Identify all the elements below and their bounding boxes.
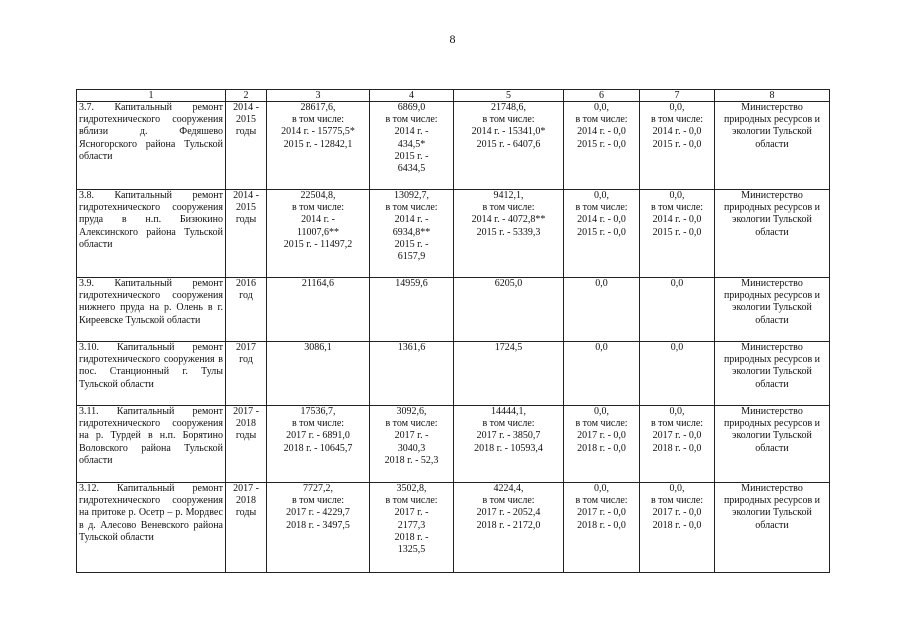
cell-text: в том числе: bbox=[291, 114, 345, 126]
cell-text: 6157,9 bbox=[397, 251, 426, 263]
cell-text: 2018 bbox=[236, 495, 256, 507]
cell-text: области bbox=[755, 378, 789, 390]
cell-total-funding bbox=[267, 406, 370, 483]
cell-text: 3.10. Капитальный ремонт гидротехнического сооружения в пос. Станционный г. Тулы Тульской области bbox=[79, 342, 223, 390]
cell-text: годы bbox=[235, 214, 257, 226]
cell-other-funding bbox=[640, 278, 715, 342]
cell-total-funding bbox=[267, 102, 370, 190]
col-header: 1 bbox=[77, 90, 226, 102]
cell-text: 2015 г. - bbox=[394, 238, 429, 250]
col-header: 4 bbox=[370, 90, 454, 102]
cell-local-funding bbox=[564, 342, 640, 406]
cell-text: 2177,3 bbox=[397, 519, 426, 531]
cell-local-funding bbox=[564, 483, 640, 573]
page-number: 8 bbox=[449, 32, 456, 46]
cell-text: экологии Тульской bbox=[732, 507, 812, 519]
cell-text: 0,0, bbox=[594, 483, 609, 494]
cell-text: 0,0, bbox=[669, 483, 685, 494]
cell-text: 3.7. Капитальный ремонт гидротехнического сооружения вблизи д. Федяшево Ясногорского района Тульской области bbox=[79, 102, 223, 162]
col-header: 2 bbox=[226, 90, 267, 102]
table-row bbox=[77, 278, 830, 342]
cell-text: 2014 г. - 0,0 bbox=[577, 214, 626, 226]
program-table bbox=[76, 89, 830, 573]
cell-total-funding bbox=[267, 342, 370, 406]
cell-other-funding bbox=[640, 483, 715, 573]
cell-text: годы bbox=[235, 126, 257, 138]
cell-text: области bbox=[755, 226, 789, 238]
cell-text: 22504,8, bbox=[300, 190, 336, 201]
cell-federal-funding bbox=[370, 342, 454, 406]
cell-other-funding bbox=[640, 190, 715, 278]
cell-text: год bbox=[239, 290, 253, 302]
cell-local-funding bbox=[564, 102, 640, 190]
cell-text: в том числе: bbox=[385, 418, 438, 430]
cell-text: 2018 г. - 0,0 bbox=[652, 519, 702, 531]
cell-activity-name bbox=[77, 406, 226, 483]
cell-text: 2017 г. - 3850,7 bbox=[476, 430, 541, 442]
cell-executor bbox=[715, 342, 830, 406]
cell-regional-funding bbox=[454, 102, 564, 190]
cell-text: экологии Тульской bbox=[732, 126, 812, 138]
cell-text: природных ресурсов и bbox=[723, 114, 821, 126]
cell-text: 2014 г. - bbox=[394, 126, 429, 138]
cell-text: в том числе: bbox=[575, 202, 628, 214]
cell-federal-funding bbox=[370, 406, 454, 483]
cell-text: в том числе: bbox=[575, 495, 628, 507]
cell-text: области bbox=[755, 519, 789, 531]
cell-text: годы bbox=[235, 430, 257, 442]
cell-period bbox=[226, 342, 267, 406]
cell-text: в том числе: bbox=[575, 114, 628, 126]
cell-text: 0,0, bbox=[594, 102, 609, 113]
cell-text: экологии Тульской bbox=[732, 430, 812, 442]
col-header: 6 bbox=[564, 90, 640, 102]
cell-other-funding bbox=[640, 342, 715, 406]
cell-text: 2015 г. - 6407,6 bbox=[476, 138, 541, 150]
cell-text: 0,0 bbox=[595, 278, 608, 289]
cell-text: Министерство bbox=[741, 102, 803, 113]
cell-total-funding bbox=[267, 483, 370, 573]
cell-federal-funding bbox=[370, 190, 454, 278]
cell-text: в том числе: bbox=[650, 202, 704, 214]
cell-text: 2017 г. - bbox=[394, 507, 429, 519]
cell-text: природных ресурсов и bbox=[723, 202, 821, 214]
cell-executor bbox=[715, 278, 830, 342]
cell-period bbox=[226, 190, 267, 278]
cell-text: 2014 г. - bbox=[301, 214, 335, 226]
cell-text: 21164,6 bbox=[301, 278, 335, 289]
cell-text: 2017 bbox=[236, 342, 256, 353]
cell-federal-funding bbox=[370, 483, 454, 573]
cell-text: 2015 г. - bbox=[394, 150, 429, 162]
cell-local-funding bbox=[564, 278, 640, 342]
cell-text: 3.11. Капитальный ремонт гидротехнического сооружения на р. Турдей в н.п. Борятино Воловского района Тульской области bbox=[79, 406, 223, 466]
cell-executor bbox=[715, 483, 830, 573]
cell-text: 2014 - bbox=[233, 102, 259, 113]
cell-federal-funding bbox=[370, 278, 454, 342]
cell-text: 0,0, bbox=[669, 190, 685, 201]
cell-text: Министерство bbox=[741, 483, 803, 494]
cell-text: 0,0 bbox=[595, 342, 608, 353]
cell-activity-name bbox=[77, 190, 226, 278]
cell-period bbox=[226, 483, 267, 573]
cell-text: 2018 г. - 52,3 bbox=[384, 454, 439, 466]
cell-regional-funding bbox=[454, 278, 564, 342]
cell-total-funding bbox=[267, 278, 370, 342]
cell-text: в том числе: bbox=[385, 495, 438, 507]
cell-text: 6205,0 bbox=[494, 278, 523, 289]
cell-text: 2018 г. - 3497,5 bbox=[286, 519, 350, 531]
cell-local-funding bbox=[564, 190, 640, 278]
cell-text: 2017 г. - 0,0 bbox=[652, 430, 702, 442]
cell-text: 2017 г. - 0,0 bbox=[577, 507, 626, 519]
cell-text: 2017 г. - 2052,4 bbox=[476, 507, 541, 519]
table-row bbox=[77, 102, 830, 190]
cell-text: природных ресурсов и bbox=[723, 354, 821, 366]
cell-text: 3.12. Капитальный ремонт гидротехнического сооружения на притоке р. Осетр – р. Мордвес в д. Алесово Веневского района Тульской области bbox=[79, 483, 223, 543]
cell-text: Министерство bbox=[741, 278, 803, 289]
cell-text: 3502,8, bbox=[396, 483, 427, 494]
cell-text: 7727,2, bbox=[303, 483, 333, 494]
col-header: 8 bbox=[715, 90, 830, 102]
cell-text: 2015 г. - 11497,2 bbox=[283, 238, 353, 250]
cell-text: в том числе: bbox=[291, 202, 345, 214]
cell-text: 6434,5 bbox=[397, 163, 426, 175]
col-header: 3 bbox=[267, 90, 370, 102]
cell-text: 2014 г. - 15775,5* bbox=[281, 126, 355, 138]
cell-text: в том числе: bbox=[482, 202, 535, 214]
cell-period bbox=[226, 102, 267, 190]
cell-activity-name bbox=[77, 102, 226, 190]
cell-text: 2014 г. - bbox=[394, 214, 429, 226]
cell-text: 21748,6, bbox=[491, 102, 526, 113]
cell-text: 11007,6** bbox=[296, 226, 340, 238]
cell-text: 2014 - bbox=[233, 190, 259, 201]
cell-regional-funding bbox=[454, 342, 564, 406]
cell-text: Министерство bbox=[741, 406, 803, 417]
cell-text: 14959,6 bbox=[395, 278, 428, 289]
cell-text: в том числе: bbox=[650, 495, 704, 507]
cell-text: 2015 г. - 0,0 bbox=[652, 226, 702, 238]
cell-text: 2015 bbox=[236, 114, 256, 126]
cell-text: природных ресурсов и bbox=[723, 290, 821, 302]
cell-text: в том числе: bbox=[482, 418, 535, 430]
cell-text: 1724,5 bbox=[494, 342, 523, 353]
cell-text: в том числе: bbox=[385, 114, 438, 126]
cell-text: 2018 г. - 2172,0 bbox=[476, 519, 541, 531]
cell-text: 2015 г. - 12842,1 bbox=[283, 138, 353, 150]
cell-text: 0,0, bbox=[669, 406, 685, 417]
cell-text: области bbox=[755, 138, 789, 150]
table-row bbox=[77, 190, 830, 278]
cell-text: 2017 - bbox=[233, 483, 259, 494]
cell-text: 2017 г. - bbox=[394, 430, 429, 442]
cell-executor bbox=[715, 102, 830, 190]
cell-text: в том числе: bbox=[575, 418, 628, 430]
table-row bbox=[77, 483, 830, 573]
cell-text: 2017 - bbox=[233, 406, 259, 417]
cell-text: области bbox=[755, 442, 789, 454]
cell-text: 2016 bbox=[236, 278, 256, 289]
cell-text: 0,0, bbox=[594, 190, 609, 201]
cell-text: в том числе: bbox=[291, 418, 345, 430]
cell-text: 3.8. Капитальный ремонт гидротехнического сооружения пруда в н.п. Бизюкино Алексинского района Тульской области bbox=[79, 190, 223, 250]
cell-regional-funding bbox=[454, 406, 564, 483]
cell-text: 3092,6, bbox=[396, 406, 427, 417]
cell-text: 2018 г. - 10593,4 bbox=[474, 442, 543, 454]
cell-text: в том числе: bbox=[482, 114, 535, 126]
cell-text: природных ресурсов и bbox=[723, 495, 821, 507]
cell-text: Министерство bbox=[741, 342, 803, 353]
cell-text: 0,0, bbox=[594, 406, 609, 417]
cell-text: 3086,1 bbox=[304, 342, 332, 353]
cell-text: 9412,1, bbox=[493, 190, 524, 201]
cell-regional-funding bbox=[454, 190, 564, 278]
cell-text: 2014 г. - 0,0 bbox=[652, 126, 702, 138]
cell-executor bbox=[715, 190, 830, 278]
cell-text: 2018 г. - 0,0 bbox=[577, 442, 626, 454]
cell-text: 4224,4, bbox=[493, 483, 524, 494]
cell-text: 2018 г. - bbox=[394, 531, 429, 543]
cell-activity-name bbox=[77, 278, 226, 342]
cell-text: 1361,6 bbox=[397, 342, 426, 353]
cell-text: экологии Тульской bbox=[732, 302, 812, 314]
cell-text: 3.9. Капитальный ремонт гидротехнического сооружения нижнего пруда на р. Олень в г. Киреевске Тульской области bbox=[79, 278, 223, 326]
cell-text: 2017 г. - 6891,0 bbox=[286, 430, 350, 442]
cell-activity-name bbox=[77, 483, 226, 573]
cell-text: 2015 bbox=[236, 202, 256, 214]
cell-text: 13092,7, bbox=[394, 190, 429, 201]
table-row bbox=[77, 342, 830, 406]
cell-text: в том числе: bbox=[291, 495, 345, 507]
cell-text: 2018 г. - 0,0 bbox=[652, 442, 702, 454]
cell-text: 6869,0 bbox=[397, 102, 426, 113]
cell-text: годы bbox=[235, 507, 257, 519]
cell-text: 2017 г. - 0,0 bbox=[652, 507, 702, 519]
cell-text: области bbox=[755, 314, 789, 326]
cell-text: 2014 г. - 0,0 bbox=[577, 126, 626, 138]
cell-executor bbox=[715, 406, 830, 483]
table-row bbox=[77, 406, 830, 483]
cell-text: 0,0, bbox=[669, 102, 685, 113]
cell-text: экологии Тульской bbox=[732, 366, 812, 378]
cell-period bbox=[226, 406, 267, 483]
col-header: 5 bbox=[454, 90, 564, 102]
cell-text: 2018 г. - 10645,7 bbox=[283, 442, 353, 454]
cell-other-funding bbox=[640, 102, 715, 190]
cell-text: в том числе: bbox=[385, 202, 438, 214]
cell-total-funding bbox=[267, 190, 370, 278]
cell-text: 2018 bbox=[236, 418, 256, 430]
cell-text: 2015 г. - 0,0 bbox=[577, 226, 626, 238]
cell-other-funding bbox=[640, 406, 715, 483]
cell-text: 2018 г. - 0,0 bbox=[577, 519, 626, 531]
cell-text: 0,0 bbox=[670, 278, 684, 289]
cell-activity-name bbox=[77, 342, 226, 406]
header-row bbox=[77, 90, 830, 102]
cell-text: 17536,7, bbox=[300, 406, 336, 417]
cell-text: в том числе: bbox=[650, 114, 704, 126]
cell-text: год bbox=[239, 354, 253, 366]
cell-text: 1325,5 bbox=[397, 544, 426, 556]
cell-text: 2015 г. - 0,0 bbox=[577, 138, 626, 150]
cell-text: 0,0 bbox=[670, 342, 684, 353]
cell-federal-funding bbox=[370, 102, 454, 190]
cell-text: 2015 г. - 0,0 bbox=[652, 138, 702, 150]
cell-text: экологии Тульской bbox=[732, 214, 812, 226]
cell-text: 3040,3 bbox=[397, 442, 426, 454]
cell-text: 2015 г. - 5339,3 bbox=[476, 226, 541, 238]
cell-text: 6934,8** bbox=[392, 226, 431, 238]
cell-period bbox=[226, 278, 267, 342]
cell-text: в том числе: bbox=[650, 418, 704, 430]
cell-text: 2014 г. - 0,0 bbox=[652, 214, 702, 226]
cell-text: в том числе: bbox=[482, 495, 535, 507]
cell-text: 2014 г. - 15341,0* bbox=[471, 126, 546, 138]
col-header: 7 bbox=[640, 90, 715, 102]
cell-text: Министерство bbox=[741, 190, 803, 201]
cell-text: 14444,1, bbox=[491, 406, 526, 417]
cell-text: 28617,6, bbox=[300, 102, 336, 113]
cell-text: 2014 г. - 4072,8** bbox=[471, 214, 546, 226]
cell-text: 2017 г. - 0,0 bbox=[577, 430, 626, 442]
cell-text: 2017 г. - 4229,7 bbox=[286, 507, 350, 519]
cell-local-funding bbox=[564, 406, 640, 483]
cell-text: 434,5* bbox=[397, 138, 426, 150]
cell-regional-funding bbox=[454, 483, 564, 573]
cell-text: природных ресурсов и bbox=[723, 418, 821, 430]
